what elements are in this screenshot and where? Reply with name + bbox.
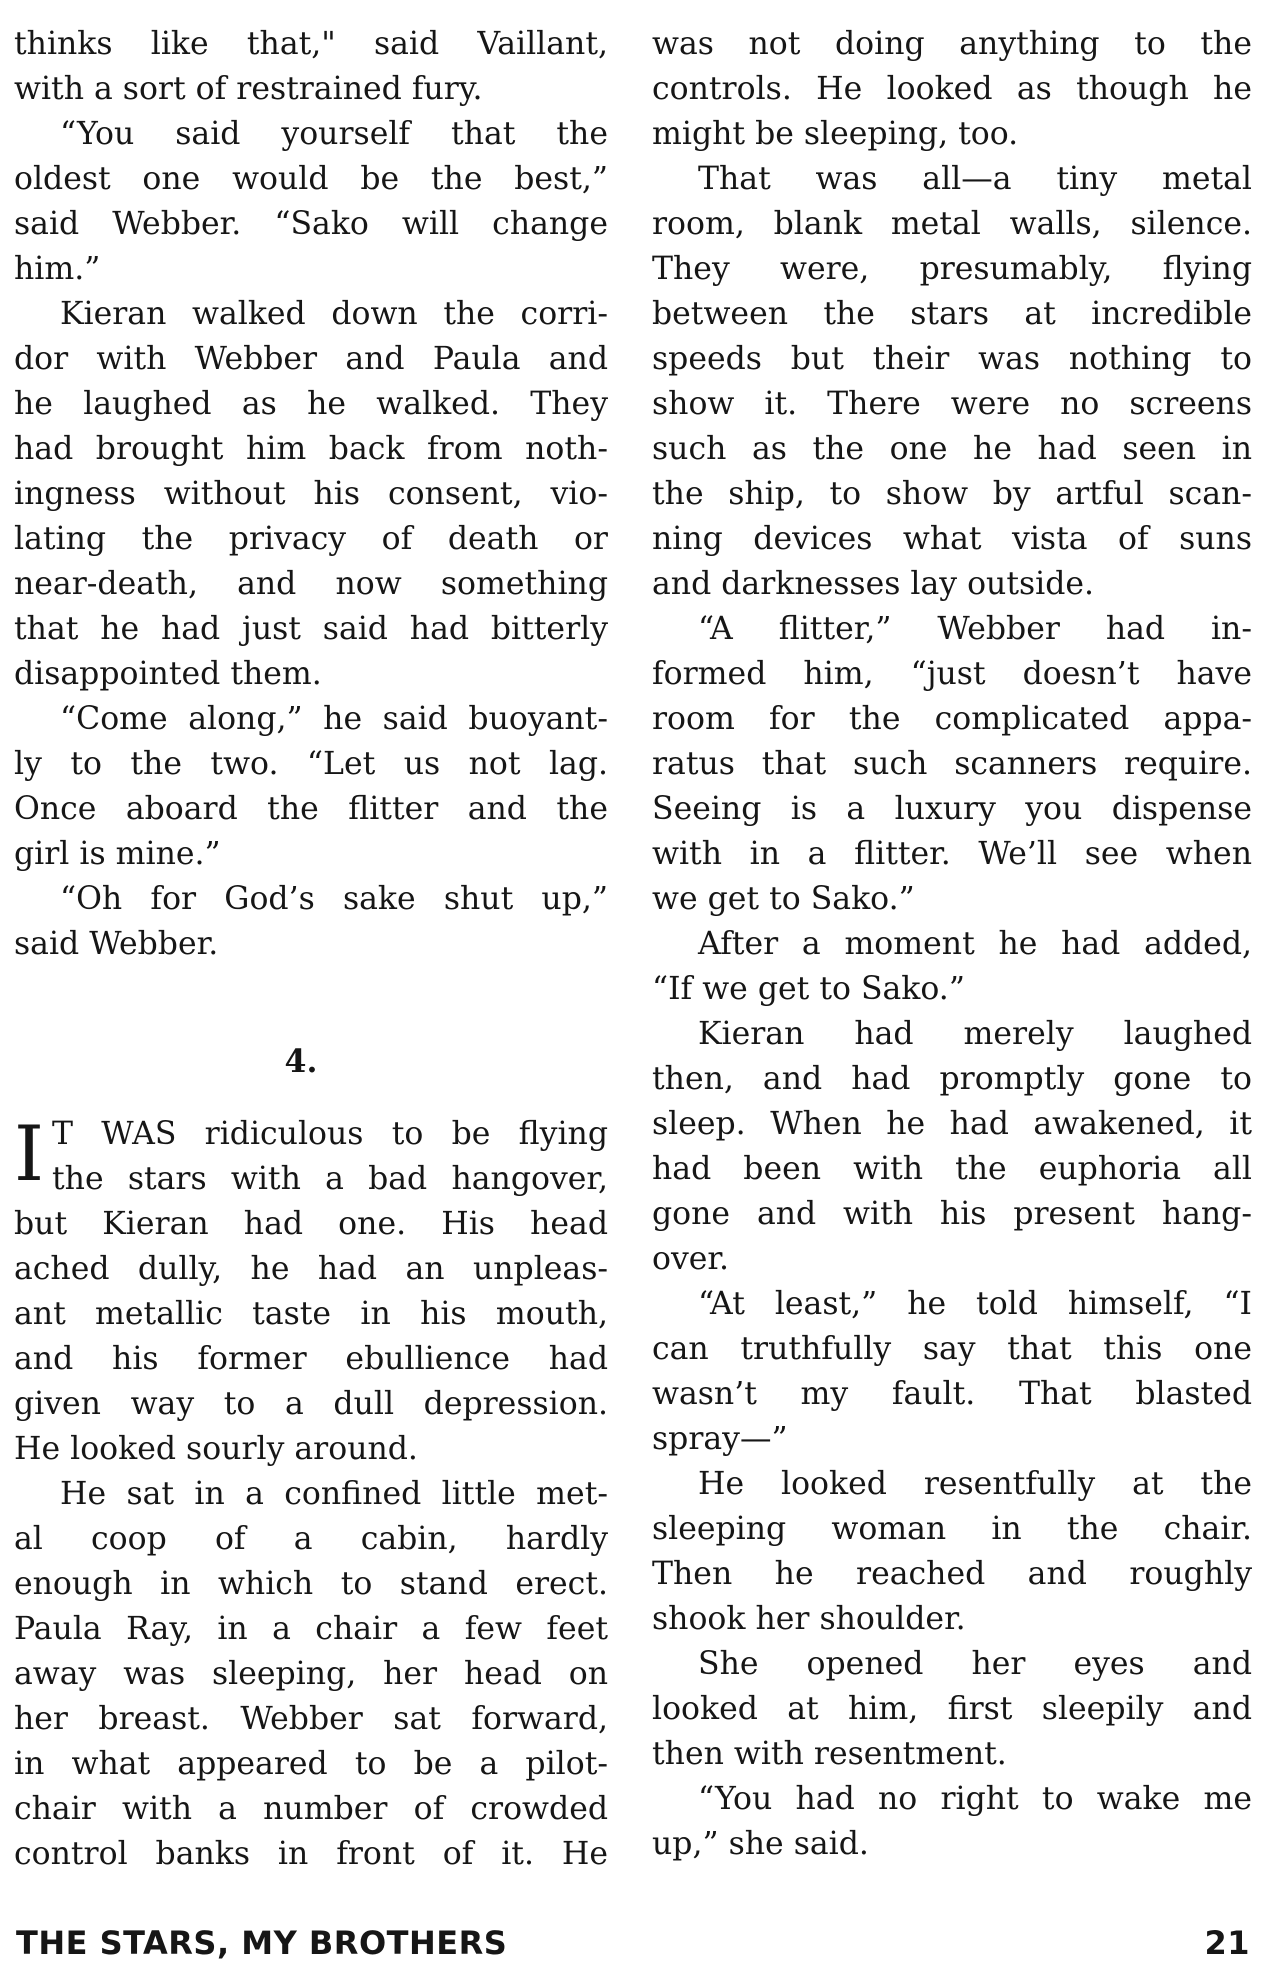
- text-line: “At least,” he told himself, “I: [698, 1286, 1252, 1322]
- text-line: She opened her eyes and: [698, 1646, 1252, 1682]
- text-line: enough in which to stand erect.: [14, 1566, 608, 1602]
- text-line: had been with the euphoria all: [652, 1151, 1252, 1187]
- text-line: controls. He looked as though he: [652, 71, 1252, 107]
- text-line: looked at him, first sleepily and: [652, 1691, 1252, 1727]
- text-line: can truthfully say that this one: [652, 1331, 1252, 1367]
- text-line: T WAS ridiculous to be flying: [52, 1116, 608, 1152]
- text-line: said Webber. “Sako will change: [14, 206, 608, 242]
- text-line: Kieran had merely laughed: [698, 1016, 1252, 1052]
- text-line: Once aboard the flitter and the: [14, 791, 608, 827]
- text-line: that he had just said had bitterly: [14, 611, 608, 647]
- text-line: shook her shoulder.: [652, 1601, 966, 1637]
- text-line: the stars with a bad hangover,: [52, 1161, 608, 1197]
- text-line: and his former ebullience had: [14, 1341, 608, 1377]
- section-number: 4.: [284, 1043, 318, 1080]
- text-line: ly to the two. “Let us not lag.: [14, 746, 608, 782]
- drop-cap: I: [14, 1109, 45, 1198]
- text-line: gone and with his present hang-: [652, 1196, 1252, 1232]
- text-line: wasn’t my fault. That blasted: [652, 1376, 1252, 1412]
- text-line: near-death, and now something: [14, 566, 608, 602]
- text-line: al coop of a cabin, hardly: [14, 1521, 608, 1557]
- paragraph: [14, 292, 608, 697]
- text-line: was not doing anything to the: [652, 26, 1252, 62]
- text-line: ant metallic taste in his mouth,: [14, 1296, 608, 1332]
- text-line: oldest one would be the best,”: [14, 161, 608, 197]
- text-line: spray—”: [652, 1421, 788, 1457]
- text-line: They were, presumably, flying: [652, 251, 1252, 287]
- paragraph: [652, 1462, 1252, 1642]
- text-line: girl is mine.”: [14, 836, 221, 872]
- running-title: THE STARS, MY BROTHERS: [16, 1924, 508, 1962]
- text-line: thinks like that," said Vaillant,: [14, 26, 608, 62]
- text-line: disappointed them.: [14, 656, 322, 692]
- text-line: “Oh for God’s sake shut up,”: [60, 881, 608, 917]
- text-line: chair with a number of crowded: [14, 1791, 608, 1827]
- left-column: [14, 22, 608, 1877]
- text-line: then with resentment.: [652, 1736, 1007, 1772]
- text-line: ratus that such scanners require.: [652, 746, 1252, 782]
- text-line: given way to a dull depression.: [14, 1386, 608, 1422]
- text-line: After a moment he had added,: [698, 926, 1252, 962]
- text-line: might be sleeping, too.: [652, 116, 1019, 152]
- text-line: He sat in a confined little met-: [60, 1476, 608, 1512]
- text-line: such as the one he had seen in: [652, 431, 1252, 467]
- text-line: “Come along,” he said buoyant-: [60, 701, 608, 737]
- paragraph: [14, 22, 608, 112]
- text-line: Kieran walked down the corri-: [60, 296, 608, 332]
- text-line: control banks in front of it. He: [14, 1836, 608, 1872]
- text-line: “If we get to Sako.”: [652, 971, 965, 1007]
- text-line: had brought him back from noth-: [14, 431, 608, 467]
- text-line: show it. There were no screens: [652, 386, 1252, 422]
- text-line: Seeing is a luxury you dispense: [652, 791, 1252, 827]
- text-line: ached dully, he had an unpleas-: [14, 1251, 608, 1287]
- page-number: 21: [1204, 1924, 1250, 1962]
- paragraph: [652, 1282, 1252, 1462]
- text-line: and darknesses lay outside.: [652, 566, 1095, 602]
- text-line: said Webber.: [14, 926, 219, 962]
- right-column: [652, 22, 1252, 1867]
- text-line: speeds but their was nothing to: [652, 341, 1252, 377]
- text-line: up,” she said.: [652, 1826, 869, 1862]
- text-line: her breast. Webber sat forward,: [14, 1701, 608, 1737]
- paragraph: [14, 112, 608, 292]
- text-line: room for the complicated appa-: [652, 701, 1252, 737]
- text-line: with in a flitter. We’ll see when: [652, 836, 1252, 872]
- paragraph: [652, 607, 1252, 922]
- paragraph-dropcap: [14, 1109, 608, 1472]
- text-line: Then he reached and roughly: [652, 1556, 1252, 1592]
- text-line: room, blank metal walls, silence.: [652, 206, 1252, 242]
- text-line: “You had no right to wake me: [698, 1781, 1252, 1817]
- text-line: sleep. When he had awakened, it: [652, 1106, 1252, 1142]
- text-line: ingness without his consent, vio-: [14, 476, 608, 512]
- text-line: dor with Webber and Paula and: [14, 341, 608, 377]
- text-line: with a sort of restrained fury.: [14, 71, 483, 107]
- text-line: That was all—a tiny metal: [698, 161, 1252, 197]
- paragraph: [652, 922, 1252, 1012]
- paragraph: [652, 1642, 1252, 1777]
- text-line: then, and had promptly gone to: [652, 1061, 1252, 1097]
- paragraph: [652, 157, 1252, 607]
- text-line: “You said yourself that the: [60, 116, 608, 152]
- text-line: Paula Ray, in a chair a few feet: [14, 1611, 608, 1647]
- text-line: the ship, to show by artful scan-: [652, 476, 1252, 512]
- text-line: he laughed as he walked. They: [14, 386, 608, 422]
- text-line: He looked sourly around.: [14, 1431, 418, 1467]
- text-line: He looked resentfully at the: [698, 1466, 1252, 1502]
- text-line: formed him, “just doesn’t have: [652, 656, 1252, 692]
- paragraph: [14, 877, 608, 967]
- text-line: sleeping woman in the chair.: [652, 1511, 1252, 1547]
- text-line: in what appeared to be a pilot-: [14, 1746, 608, 1782]
- paragraph: [652, 1012, 1252, 1282]
- text-line: but Kieran had one. His head: [14, 1206, 608, 1242]
- paragraph: [14, 697, 608, 877]
- paragraph: [652, 1777, 1252, 1867]
- paragraph: [14, 1472, 608, 1877]
- text-line: over.: [652, 1241, 730, 1277]
- paragraph: [652, 22, 1252, 157]
- text-line: we get to Sako.”: [652, 881, 915, 917]
- text-line: between the stars at incredible: [652, 296, 1252, 332]
- text-line: ning devices what vista of suns: [652, 521, 1252, 557]
- text-line: lating the privacy of death or: [14, 521, 608, 557]
- text-line: “A flitter,” Webber had in-: [698, 611, 1252, 647]
- text-line: him.”: [14, 251, 101, 287]
- text-line: away was sleeping, her head on: [14, 1656, 608, 1692]
